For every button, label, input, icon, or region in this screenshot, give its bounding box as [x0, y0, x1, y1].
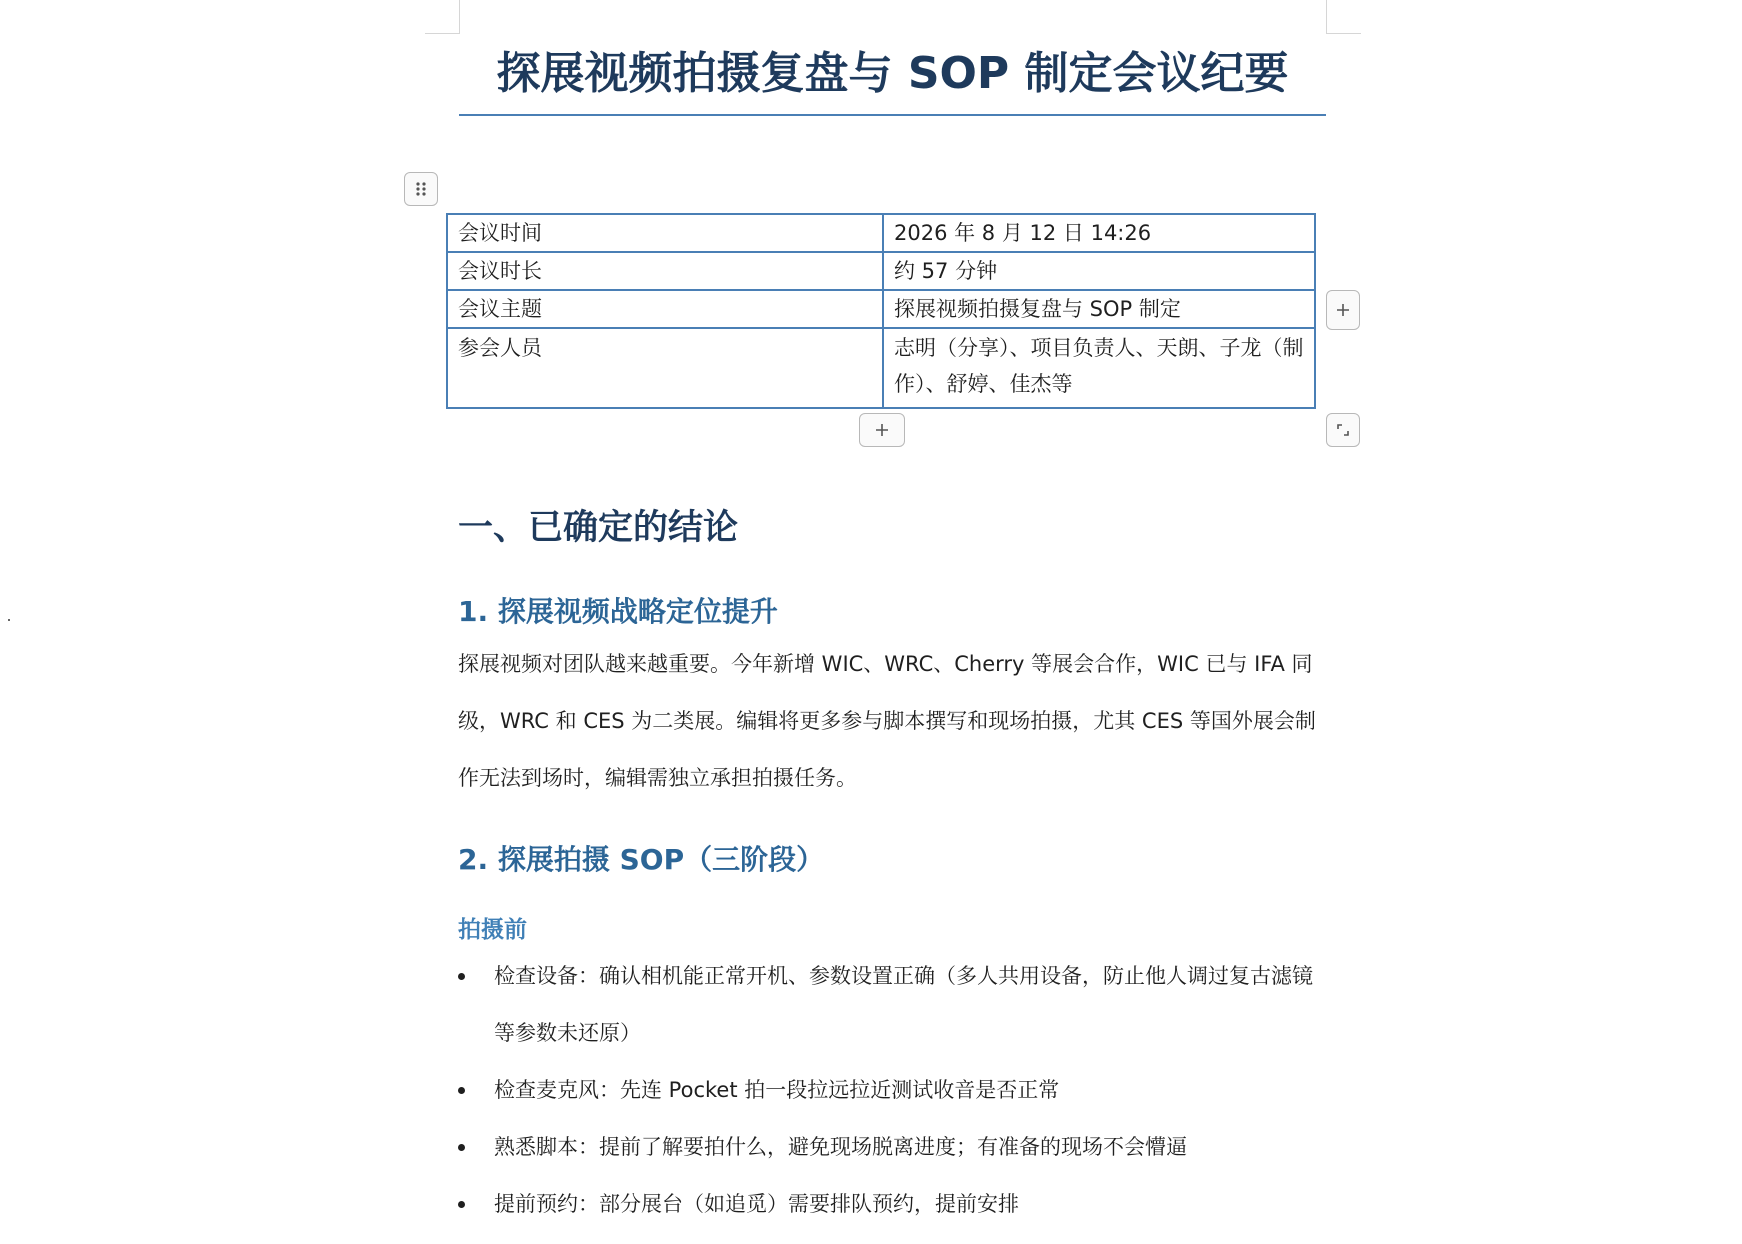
table-cell-key[interactable]: 会议主题: [447, 290, 883, 328]
table-cell-value[interactable]: 2026 年 8 月 12 日 14:26: [883, 214, 1315, 252]
document-title[interactable]: 探展视频拍摄复盘与 SOP 制定会议纪要: [459, 42, 1326, 116]
bullet-icon: [458, 1144, 465, 1151]
bullet-icon: [458, 1201, 465, 1208]
table-cell-value[interactable]: 志明（分享）、项目负责人、天朗、子龙（制作）、舒婷、佳杰等: [883, 328, 1315, 408]
list-item[interactable]: [458, 1119, 1328, 1176]
table-cell-value[interactable]: 探展视频拍摄复盘与 SOP 制定: [883, 290, 1315, 328]
list-item-text: 熟悉脚本：提前了解要拍什么，避免现场脱离进度；有准备的现场不会懵逼: [494, 1135, 1187, 1159]
table-row: [447, 214, 1315, 252]
plus-icon: [1335, 302, 1351, 318]
bullet-icon: [458, 973, 465, 980]
table-row: [447, 290, 1315, 328]
list-item[interactable]: [458, 1176, 1328, 1233]
page-corner-mark: [1326, 0, 1361, 34]
subsection-heading[interactable]: 2. 探展拍摄 SOP（三阶段）: [458, 843, 825, 876]
paragraph[interactable]: 探展视频对团队越来越重要。今年新增 WIC、WRC、Cherry 等展会合作，WIC 已与 IFA 同级，WRC 和 CES 为二类展。编辑将更多参与脚本撰写和现场拍摄，尤其 CES 等国外展会制作无法到场时，编辑需独立承担拍摄任务。: [458, 652, 1316, 790]
plus-icon: [874, 422, 890, 438]
bullet-list: [458, 948, 1328, 1233]
table-row: [447, 252, 1315, 290]
bullet-icon: [458, 1087, 465, 1094]
table-cell-key[interactable]: 会议时长: [447, 252, 883, 290]
table-resize-button[interactable]: [1326, 413, 1360, 447]
phase-heading[interactable]: 拍摄前: [458, 917, 527, 943]
list-item-text: 检查设备：确认相机能正常开机、参数设置正确（多人共用设备，防止他人调过复古滤镜等参数未还原）: [494, 964, 1313, 1045]
table-cell-value[interactable]: 约 57 分钟: [883, 252, 1315, 290]
list-item-text: 检查麦克风：先连 Pocket 拍一段拉远拉近测试收音是否正常: [494, 1078, 1060, 1102]
stray-mark: [8, 619, 10, 621]
drag-handle-icon: [414, 181, 428, 197]
table-row: [447, 328, 1315, 408]
add-row-button[interactable]: [859, 413, 905, 447]
page-corner-mark: [425, 0, 460, 34]
table-drag-handle-button[interactable]: [404, 172, 438, 206]
list-item-text: 提前预约：部分展台（如追觅）需要排队预约，提前安排: [494, 1192, 1019, 1216]
meeting-info-table: [446, 213, 1316, 409]
table-cell-key[interactable]: 会议时间: [447, 214, 883, 252]
resize-corner-icon: [1335, 422, 1351, 438]
add-column-button[interactable]: [1326, 290, 1360, 330]
table-cell-key[interactable]: 参会人员: [447, 328, 883, 408]
list-item[interactable]: [458, 948, 1328, 1062]
list-item[interactable]: [458, 1062, 1328, 1119]
section-heading[interactable]: 一、已确定的结论: [458, 508, 739, 548]
subsection-heading[interactable]: 1. 探展视频战略定位提升: [458, 595, 778, 628]
